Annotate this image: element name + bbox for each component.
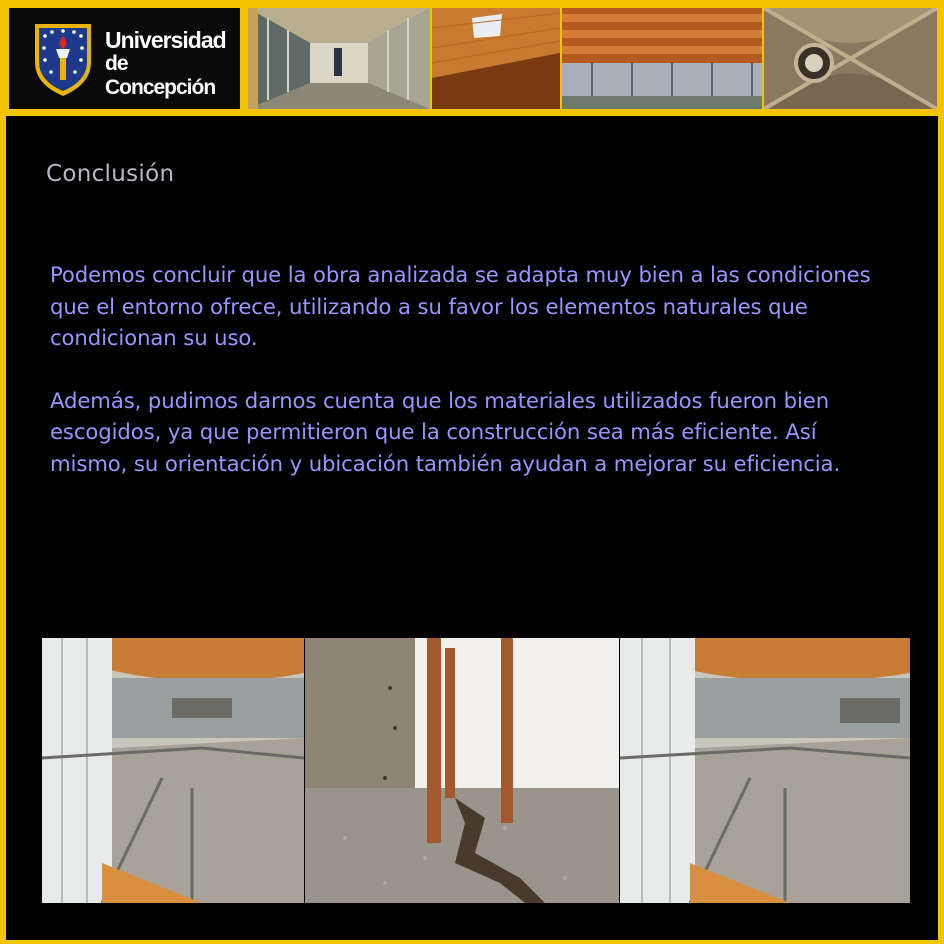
content-panel: [6, 116, 938, 940]
wood-ceiling-photo: [432, 8, 560, 109]
header-band: [0, 0, 944, 114]
bottom-photo-strip: [42, 638, 910, 903]
interior-stair-photo-2: [620, 638, 910, 903]
paragraph-2: Además, pudimos darnos cuenta que los materiales utilizados fueron bien escogidos, ya que permitieron que la construcción sea más eficiente. Así mismo, su orientación y ubicación también ayudan a mejorar su eficiencia.: [50, 387, 841, 476]
body-text: [50, 259, 900, 479]
interior-stair-photo: [42, 638, 304, 903]
vaulted-dome-photo: [764, 8, 937, 109]
atrium-roof-photo: [562, 8, 762, 109]
paragraph-1: Podemos concluir que la obra analizada se adapta muy bien a las condiciones que el entorno ofrece, utilizando a su favor los elementos naturales que condicionan su uso.: [50, 262, 871, 350]
corridor-photo: [248, 8, 430, 109]
university-name: [105, 28, 239, 100]
university-name-line2: de Concepción: [105, 52, 216, 99]
courtyard-trees-photo: [305, 638, 619, 903]
slide-title: Conclusión: [46, 161, 175, 187]
university-name-line1: Universidad: [105, 27, 226, 53]
university-logo: [9, 8, 240, 109]
university-shield-icon: [31, 18, 95, 98]
